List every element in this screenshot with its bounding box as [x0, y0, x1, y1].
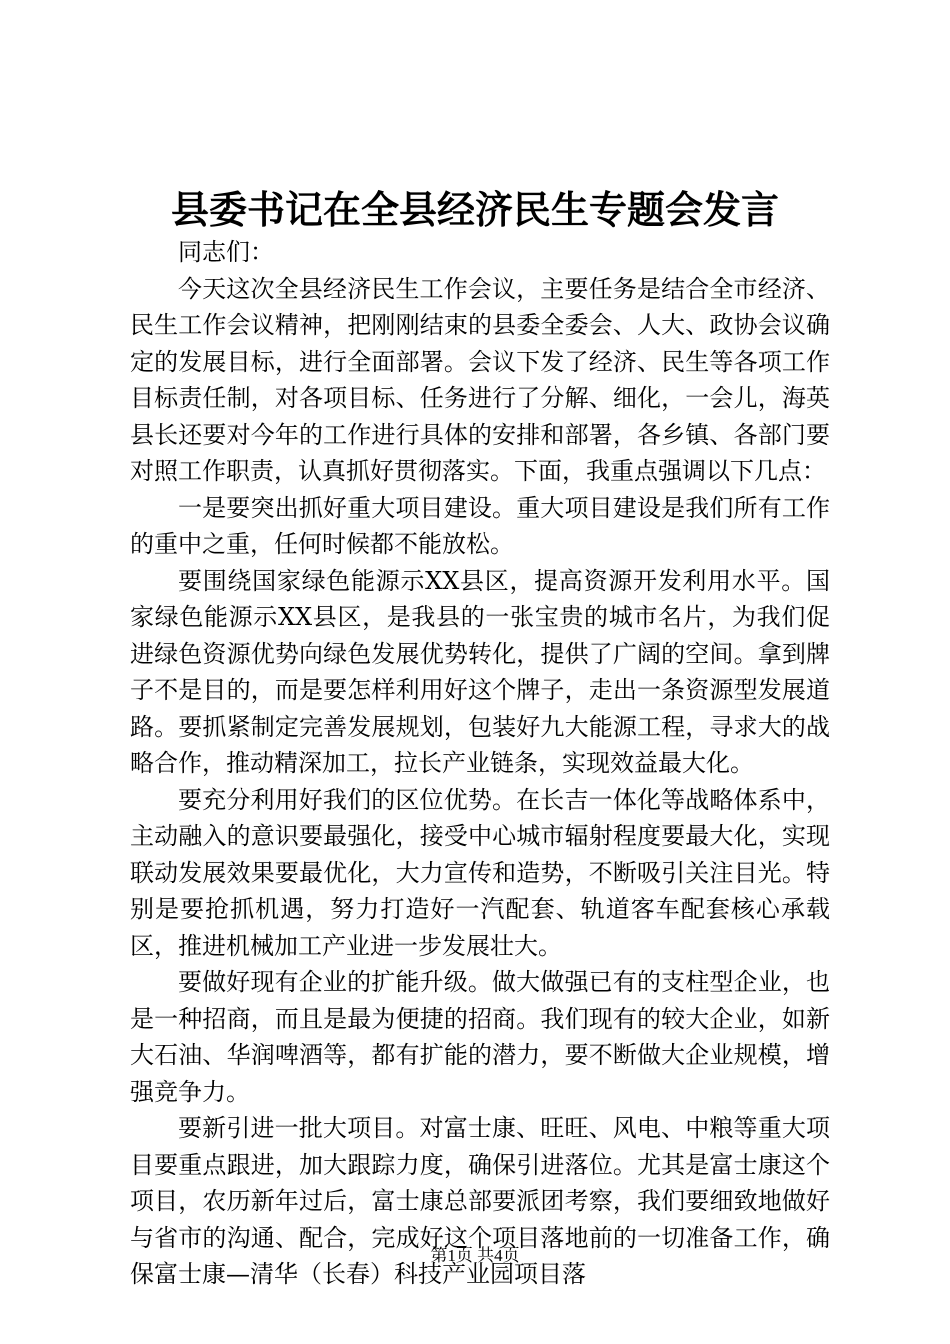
page-number-footer: 第1页 共4页 [430, 1246, 520, 1265]
body-paragraph: 要做好现有企业的扩能升级。做大做强已有的支柱型企业，也是一种招商，而且是最为便捷的招商。我们现有的较大企业，如新大石油、华润啤酒等，都有扩能的潜力，要不断做大企业规模，增强竞争力。 [130, 968, 830, 1106]
body-paragraph: 要新引进一批大项目。对富士康、旺旺、风电、中粮等重大项目要重点跟进，加大跟踪力度，确保引进落位。尤其是富士康这个项目，农历新年过后，富士康总部要派团考察，我们要细致地做好与省市的沟通、配合，完成好这个项目落地前的一切准备工作，确保富士康—清华（长春）科技产业园项目落 [130, 1114, 830, 1288]
document-title: 县委书记在全县经济民生专题会发言 [170, 187, 779, 232]
salutation-paragraph: 同志们： [178, 238, 274, 266]
body-paragraph: 要充分利用好我们的区位优势。在长吉一体化等战略体系中，主动融入的意识要最强化，接受中心城市辐射程度要最大化，实现联动发展效果要最优化，大力宣传和造势，不断吸引关注目光。特别是要抢抓机遇，努力打造好一汽配套、轨道客车配套核心承载区，推进机械加工产业进一步发展壮大。 [130, 785, 830, 960]
body-paragraph: 今天这次全县经济民生工作会议，主要任务是结合全市经济、民生工作会议精神，把刚刚结束的县委全委会、人大、政协会议确定的发展目标，进行全面部署。会议下发了经济、民生等各项工作目标责任制，对各项目标、任务进行了分解、细化，一会儿，海英县长还要对今年的工作进行具体的安排和部署，各乡镇、各部门要对照工作职责，认真抓好贯彻落实。下面，我重点强调以下几点： [130, 274, 830, 485]
document-body [130, 234, 830, 1293]
body-paragraph: 要围绕国家绿色能源示XX县区，提高资源开发利用水平。国家绿色能源示XX县区，是我县的一张宝贵的城市名片，为我们促进绿色资源优势向绿色发展优势转化，提供了广阔的空间。拿到牌子不是目的，而是要怎样利用好这个牌子，走出一条资源型发展道路。要抓紧制定完善发展规划，包装好九大能源工程，寻求大的战略合作，推动精深加工，拉长产业链条，实现效益最大化。 [130, 566, 830, 777]
body-paragraph: 一是要突出抓好重大项目建设。重大项目建设是我们所有工作的重中之重，任何时候都不能放松。 [130, 493, 830, 558]
